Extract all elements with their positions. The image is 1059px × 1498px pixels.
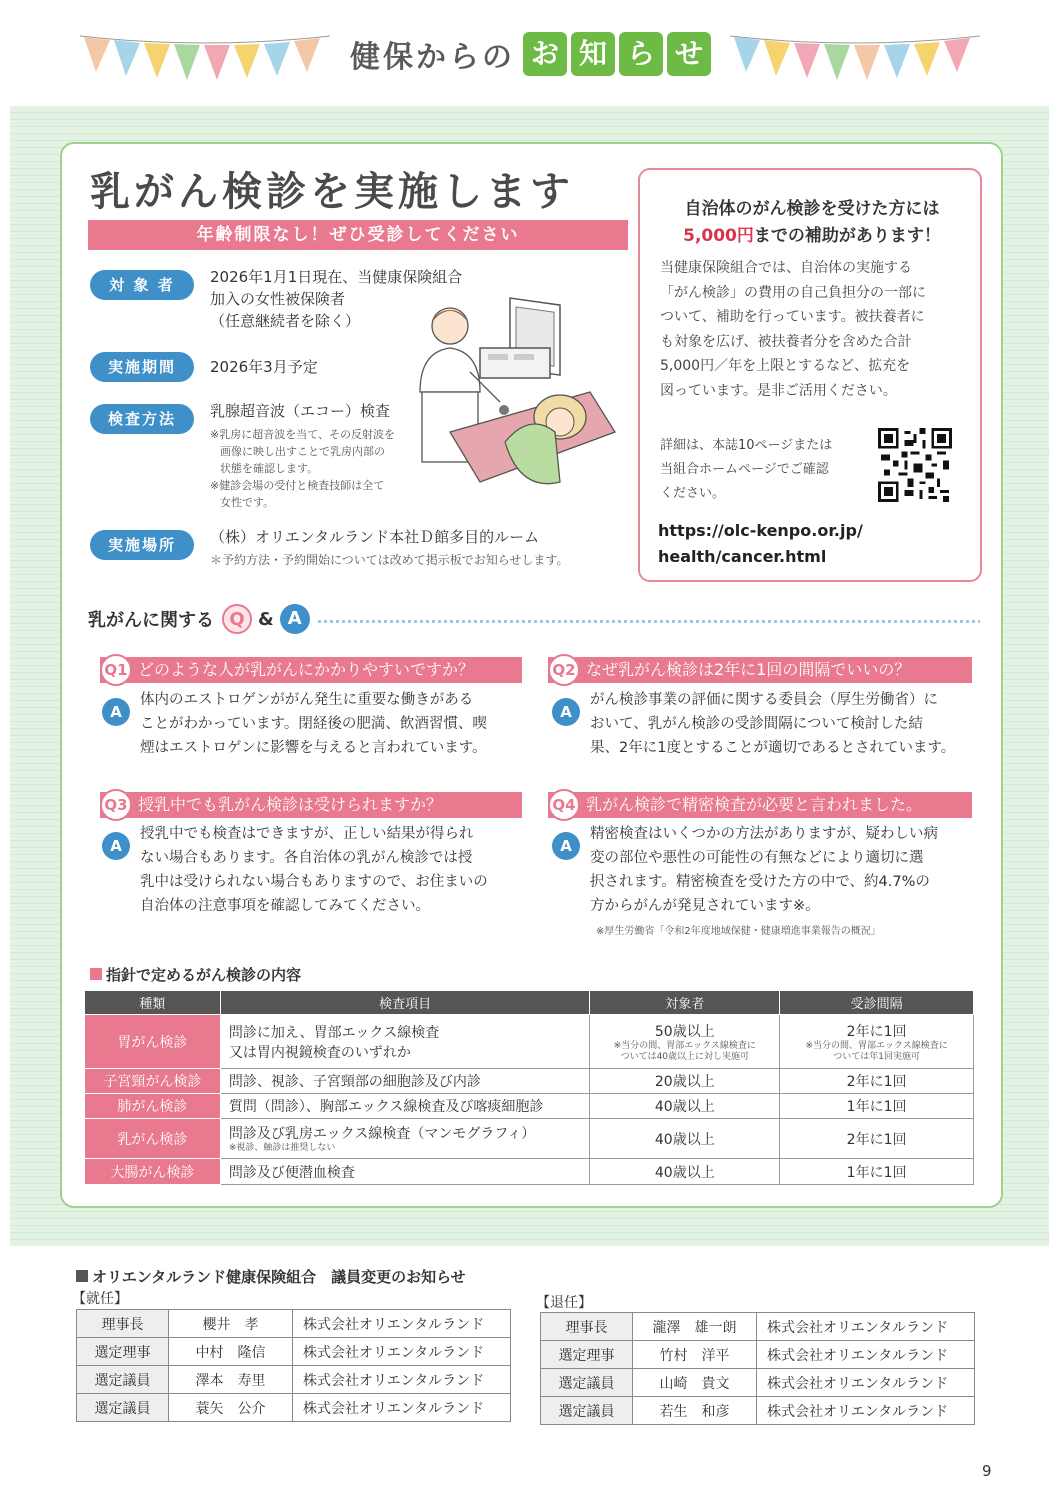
appointed-3-company: 株式会社オリエンタルランド: [293, 1366, 511, 1394]
qa-answer-3-icon: A: [102, 832, 130, 860]
subsidy-amount: 5,000円: [683, 226, 754, 246]
guideline-row-4-interval: 2年に1回: [780, 1119, 974, 1159]
target-text-line-3: （任意継続者を除く）: [210, 312, 361, 330]
table-row: [77, 1310, 511, 1338]
qa-question-4-number: Q4: [548, 789, 580, 821]
appointed-table: [76, 1309, 511, 1422]
appointed-4-role: 選定議員: [77, 1394, 169, 1422]
qa-question-2-number: Q2: [548, 654, 580, 686]
period-label: 実施期間: [90, 352, 194, 382]
table-row: [85, 1015, 974, 1069]
guideline-row-1-target: [590, 1015, 780, 1069]
table-row: [85, 1069, 974, 1094]
guideline-row-2-items: 問診、視診、子宮頸部の細胞診及び内診: [220, 1069, 590, 1094]
qa-question-1-number: Q1: [100, 654, 132, 686]
target-label: 対 象 者: [90, 270, 194, 300]
subsidy-body-line-5: 5,000円／年を上限とするなど、拡充を: [660, 358, 911, 374]
subsidy-detail-line-3: ください。: [660, 486, 726, 501]
guideline-row-4-type: 乳がん検診: [85, 1119, 221, 1159]
members-title: [76, 1266, 466, 1287]
bunting-left-decoration: [80, 28, 330, 88]
qa-answer-1-line-1: 体内のエストロゲンががん発生に重要な働きがある: [140, 692, 474, 708]
guideline-row-1-type: 胃がん検診: [85, 1015, 221, 1069]
qa-answer-2-line-1: がん検診事業の評価に関する委員会（厚生労働省）に: [590, 692, 938, 708]
appointed-4-name: 蓑矢 公介: [169, 1394, 293, 1422]
guideline-header-interval: 受診間隔: [780, 991, 974, 1015]
qa-answer-3-line-2: ない場合もあります。各自治体の乳がん検診では授: [140, 850, 473, 866]
qa-question-1: [100, 657, 522, 683]
qa-answer-1-line-2: ことがわかっています。閉経後の肥満、飲酒習慣、喫: [140, 716, 487, 732]
qa-question-4-text: 乳がん検診で精密検査が必要と言われました。: [586, 795, 923, 814]
guideline-row-1-interval-note: ※当分の間、胃部エックス線検査に ついては年1回実施可: [805, 1040, 948, 1062]
guideline-table: [84, 990, 974, 1185]
qa-question-3: [100, 792, 522, 818]
qa-answer-4-line-1: 精密検査はいくつかの方法がありますが、疑わしい病: [590, 826, 938, 842]
place-note: ＊予約方法・予約開始については改めて掲示板でお知らせします。: [210, 553, 569, 567]
qa-answer-2-line-3: 果、2年に1度とすることが適切であるとされています。: [590, 740, 956, 756]
qa-answer-2-line-2: おいて、乳がん検診の受診間隔について検討した結: [590, 716, 923, 732]
table-row: [85, 1094, 974, 1119]
subsidy-heading-line-2: [660, 223, 964, 250]
table-row: [541, 1341, 975, 1369]
qa-answer-2: [590, 688, 955, 760]
qa-section-title: [88, 604, 310, 634]
guideline-title-marker: [90, 968, 102, 980]
qa-answer-1-line-3: 煙はエストロゲンに影響を与えると言われています。: [140, 740, 487, 756]
guideline-row-1-items-line-2: 又は胃内視鏡検査のいずれか: [228, 1044, 411, 1061]
guideline-row-5-type: 大腸がん検診: [85, 1159, 221, 1185]
qa-answer-4-note: ※厚生労働省「令和2年度地域保健・健康増進事業報告の概況」: [596, 926, 881, 937]
main-title: 乳がん検診を実施します: [90, 169, 574, 215]
qa-dotted-divider: [318, 620, 980, 623]
subsidy-info-box: [638, 168, 982, 582]
subsidy-heading: [660, 196, 964, 250]
qa-answer-3-line-4: 自治体の注意事項を確認してみてください。: [140, 898, 430, 914]
subsidy-body-line-2: 「がん検診」の費用の自己負担分の一部に: [660, 284, 926, 301]
qa-question-1-text: どのような人が乳がんにかかりやすいですか？: [138, 660, 475, 679]
table-row: [541, 1369, 975, 1397]
page-header: [0, 0, 1059, 100]
table-row: [85, 1159, 974, 1185]
place-label: 実施場所: [90, 530, 194, 560]
table-row: [541, 1313, 975, 1341]
guideline-title: [90, 964, 301, 985]
subsidy-body-line-6: 図っています。是非ご活用ください。: [660, 382, 897, 399]
subsidy-body-line-3: ついて、補助を行っています。被扶養者に: [660, 309, 925, 325]
guideline-row-2-type: 子宮頸がん検診: [85, 1069, 221, 1094]
age-banner: 年齢制限なし！ぜひ受診してください: [88, 220, 628, 250]
subsidy-detail-line-1: 詳細は、本誌10ページまたは: [660, 438, 833, 453]
guideline-title-text: 指針で定めるがん検診の内容: [106, 966, 302, 984]
table-row: [77, 1338, 511, 1366]
qa-q-icon: Q: [222, 604, 252, 634]
members-title-marker: [76, 1270, 88, 1282]
guideline-row-4-target: 40歳以上: [590, 1119, 780, 1159]
qa-a-icon: A: [280, 604, 310, 634]
qa-question-3-text: 授乳中でも乳がん検診は受けられますか？: [138, 795, 443, 814]
members-title-text: オリエンタルランド健康保険組合 議員変更のお知らせ: [92, 1268, 466, 1286]
qr-code[interactable]: [878, 428, 952, 502]
subsidy-body: [660, 256, 964, 403]
appointed-2-role: 選定理事: [77, 1338, 169, 1366]
subsidy-heading-suffix: までの補助があります！: [753, 226, 941, 246]
appointed-2-company: 株式会社オリエンタルランド: [293, 1338, 511, 1366]
retired-2-company: 株式会社オリエンタルランド: [757, 1341, 975, 1369]
guideline-row-4-items: [220, 1119, 590, 1159]
retired-4-role: 選定議員: [541, 1397, 633, 1425]
method-note-line-5: 女性です。: [220, 496, 275, 509]
qa-answer-4-line-3: 択されます。精密検査を受けた方の中で、約4.7%の: [590, 874, 930, 890]
table-row: [541, 1397, 975, 1425]
guideline-row-2-target: 20歳以上: [590, 1069, 780, 1094]
appointed-2-name: 中村 隆信: [169, 1338, 293, 1366]
subsidy-detail: [660, 434, 856, 506]
subsidy-detail-line-2: 当組合ホームページでご確認: [660, 462, 829, 477]
method-note-line-2: 画像に映し出すことで乳房内部の: [220, 445, 385, 458]
retired-4-company: 株式会社オリエンタルランド: [757, 1397, 975, 1425]
page-title-box-1: お: [523, 32, 567, 76]
qa-question-4: [548, 792, 972, 818]
retired-3-role: 選定議員: [541, 1369, 633, 1397]
guideline-header-target: 対象者: [590, 991, 780, 1015]
appointed-1-company: 株式会社オリエンタルランド: [293, 1310, 511, 1338]
qa-question-3-number: Q3: [100, 789, 132, 821]
ultrasound-exam-illustration: [410, 282, 620, 516]
page-title-box-2: 知: [571, 32, 615, 76]
target-text-line-1: 2026年1月1日現在、当健康保険組合: [210, 268, 463, 286]
subsidy-url[interactable]: [658, 518, 863, 570]
retired-3-company: 株式会社オリエンタルランド: [757, 1369, 975, 1397]
table-row: [85, 1119, 974, 1159]
period-text: 2026年3月予定: [210, 358, 318, 376]
method-text: 乳腺超音波（エコー）検査: [210, 402, 391, 420]
retired-1-name: 瀧澤 雄一朗: [633, 1313, 757, 1341]
subsidy-body-line-4: も対象を広げ、被扶養者分を含めた合計: [660, 333, 912, 350]
subsidy-heading-line-1: 自治体のがん検診を受けた方には: [684, 199, 940, 219]
guideline-row-3-target: 40歳以上: [590, 1094, 780, 1119]
guideline-row-3-items: 質問（問診）、胸部エックス線検査及び喀痰細胞診: [220, 1094, 590, 1119]
method-notes: [210, 426, 395, 511]
table-row: [77, 1394, 511, 1422]
guideline-row-1-items: [220, 1015, 590, 1069]
qa-answer-4-line-2: 変の部位や悪性の可能性の有無などにより適切に選: [590, 850, 924, 866]
page-title-plain: 健保からの: [350, 40, 515, 75]
subsidy-body-line-1: 当健康保険組合では、自治体の実施する: [660, 260, 912, 276]
appointed-1-name: 櫻井 孝: [169, 1310, 293, 1338]
appointed-3-role: 選定議員: [77, 1366, 169, 1394]
subsidy-url-line-2: health/cancer.html: [658, 547, 827, 566]
guideline-row-1-interval: [780, 1015, 974, 1069]
appointed-3-name: 澤本 寿里: [169, 1366, 293, 1394]
qa-answer-3-line-1: 授乳中でも検査はできますが、正しい結果が得られ: [140, 826, 474, 842]
guideline-row-5-items: 問診及び便潜血検査: [220, 1159, 590, 1185]
guideline-row-5-interval: 1年に1回: [780, 1159, 974, 1185]
qa-answer-3-line-3: 乳中は受けられない場合もありますので、お住まいの: [140, 874, 488, 890]
qa-title-text: 乳がんに関する: [88, 610, 214, 631]
guideline-row-2-interval: 2年に1回: [780, 1069, 974, 1094]
guideline-header-row: [85, 991, 974, 1015]
target-text-line-2: 加入の女性被保険者: [210, 290, 346, 308]
guideline-row-3-interval: 1年に1回: [780, 1094, 974, 1119]
qa-answer-2-icon: A: [552, 698, 580, 726]
retired-3-name: 山崎 貴文: [633, 1369, 757, 1397]
retired-2-name: 竹村 洋平: [633, 1341, 757, 1369]
retired-label: 【退任】: [536, 1295, 592, 1311]
retired-table: [540, 1312, 975, 1425]
bunting-right-decoration: [730, 28, 980, 88]
guideline-row-3-type: 肺がん検診: [85, 1094, 221, 1119]
qa-answer-3: [140, 822, 488, 918]
guideline-row-4-items-note: ※視診、触診は推奨しない: [228, 1143, 336, 1153]
method-note-line-4: ※健診会場の受付と検査技師は全て: [210, 479, 385, 492]
retired-2-role: 選定理事: [541, 1341, 633, 1369]
appointed-4-company: 株式会社オリエンタルランド: [293, 1394, 511, 1422]
table-row: [77, 1366, 511, 1394]
method-label: 検査方法: [90, 404, 194, 434]
page-title-box-4: せ: [667, 32, 711, 76]
guideline-row-5-target: 40歳以上: [590, 1159, 780, 1185]
guideline-row-4-items-line-1: 問診及び乳房エックス線検査（マンモグラフィ）: [228, 1126, 536, 1142]
qa-question-2-text: なぜ乳がん検診は2年に1回の間隔でいいの？: [586, 660, 911, 679]
appointed-1-role: 理事長: [77, 1310, 169, 1338]
subsidy-url-line-1: https://olc-kenpo.or.jp/: [658, 521, 863, 540]
qa-answer-4-line-4: 方からがんが発見されています※。: [590, 898, 820, 914]
method-note-line-3: 状態を確認します。: [220, 462, 319, 475]
retired-1-role: 理事長: [541, 1313, 633, 1341]
qa-answer-4-icon: A: [552, 832, 580, 860]
qa-amp: &: [258, 608, 274, 630]
guideline-row-1-target-note: ※当分の間、胃部エックス線検査に ついては40歳以上に対し実施可: [613, 1040, 756, 1062]
page-title: [350, 32, 715, 76]
retired-4-name: 若生 和彦: [633, 1397, 757, 1425]
guideline-header-items: 検査項目: [220, 991, 590, 1015]
qa-answer-1-icon: A: [102, 698, 130, 726]
method-note-line-1: ※乳房に超音波を当て、その反射波を: [210, 428, 395, 441]
guideline-header-type: 種類: [85, 991, 221, 1015]
qa-answer-4: [590, 822, 938, 918]
qa-answer-1: [140, 688, 487, 760]
guideline-row-1-items-line-1: 問診に加え、胃部エックス線検査: [228, 1024, 440, 1041]
guideline-row-1-interval-value: 2年に1回: [846, 1023, 907, 1040]
retired-1-company: 株式会社オリエンタルランド: [757, 1313, 975, 1341]
place-text: （株）オリエンタルランド本社Ｄ館多目的ルーム: [210, 528, 540, 546]
page-title-box-3: ら: [619, 32, 663, 76]
guideline-row-1-target-value: 50歳以上: [654, 1023, 715, 1040]
page-number: 9: [982, 1462, 992, 1480]
qa-question-2: [548, 657, 972, 683]
appointed-label: 【就任】: [72, 1291, 128, 1307]
